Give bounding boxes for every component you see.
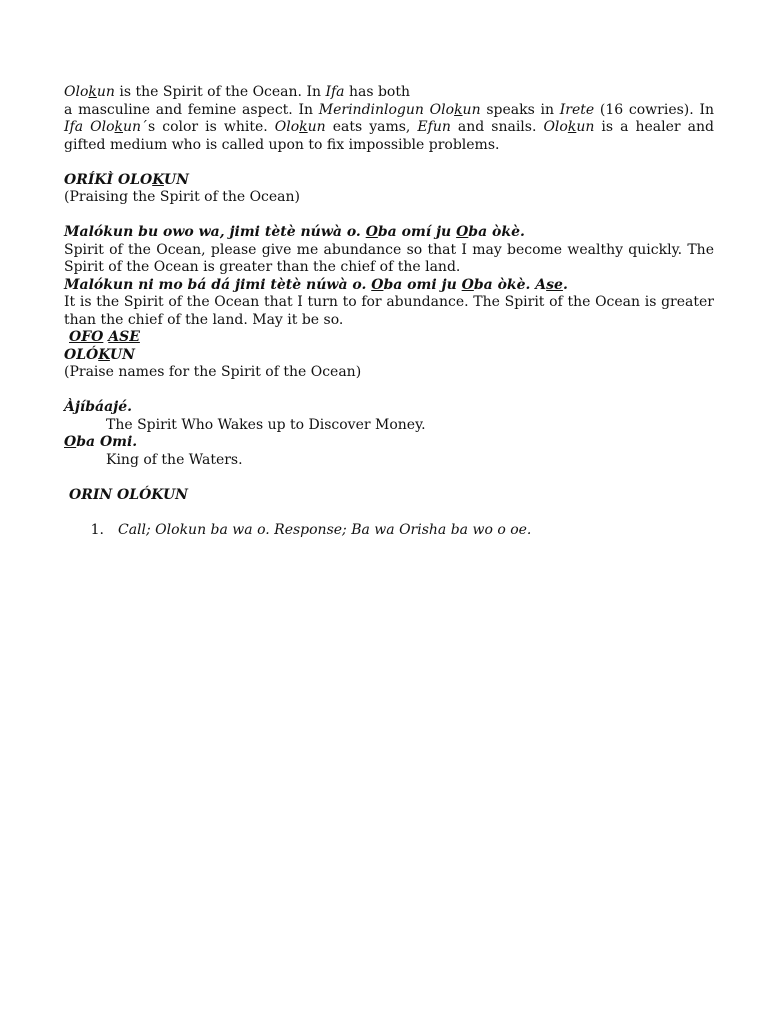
intro-paragraph: a masculine and femine aspect. In Merindinlogun Olokun speaks in Irete (16 cowries). In Ifa Olokun´s color is white. Olokun eats yams, Efun and snails. Olokun is a healer and gifted medium who is called upon to fix impossible problems.: [64, 101, 715, 153]
list-number: 1.: [90, 521, 104, 538]
merindinlogun-term: Merindinlogun: [318, 101, 424, 118]
oriki-translation-2: It is the Spirit of the Ocean that I turn to for abundance. The Spirit of the Ocean is greater than the chief of the land. May it be so.: [64, 294, 714, 328]
oriki-heading: ORÍKÌ OLOKUN: [64, 171, 189, 188]
oriki-subtitle: (Praising the Spirit of the Ocean): [64, 189, 301, 205]
efun-term: Efun: [417, 119, 451, 135]
ofo-subtitle: (Praise names for the Spirit of the Ocean): [64, 364, 362, 380]
praise-name-term: Àjíbáajé.: [64, 399, 133, 415]
praise-name-meaning: King of the Waters.: [106, 451, 243, 468]
oriki-translation-1: Spirit of the Ocean, please give me abundance so that I may become wealthy quickly. The Spirit of the Ocean is greater than the chief of the land.: [64, 241, 714, 275]
document-page: [64, 84, 714, 539]
praise-name-term: Oba Omi.: [64, 434, 138, 450]
olokun-term: Olokun: [64, 84, 115, 100]
ofo-ase-heading: OFO ASE: [69, 329, 140, 345]
intro-line-1: Olokun is the Spirit of the Ocean. In Ifa has both: [64, 84, 410, 100]
oriki-verse-1: Malókun bu owo wa, jimi tètè núwà o. Oba omí ju Oba òkè.: [64, 224, 525, 240]
olokun-heading: OLÓKUN: [64, 346, 135, 363]
orin-heading: ORIN OLÓKUN: [69, 486, 188, 503]
praise-name-meaning: The Spirit Who Wakes up to Discover Money.: [106, 416, 426, 433]
list-item: [64, 522, 714, 540]
list-text: Call; Olokun ba wa o. Response; Ba wa Orisha ba wo o oe.: [118, 521, 532, 538]
irete-term: Irete: [559, 101, 595, 118]
oriki-verse-2: Malókun ni mo bá dá jimi tètè núwà o. Oba omi ju Oba òkè. Ase.: [64, 276, 568, 293]
ifa-term: Ifa: [325, 84, 345, 100]
orin-list: [64, 522, 714, 540]
